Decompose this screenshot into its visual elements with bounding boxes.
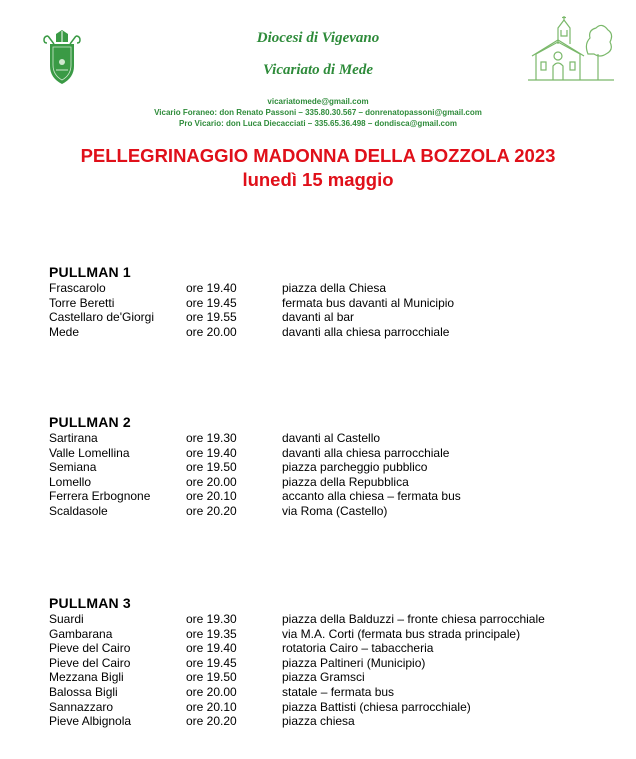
- pullman-title: PULLMAN 1: [49, 264, 131, 280]
- stop-location: fermata bus davanti al Municipio: [282, 295, 455, 310]
- pullman-2-section: [49, 413, 609, 519]
- document-title: PELLEGRINAGGIO MADONNA DELLA BOZZOLA 2023: [80, 145, 556, 166]
- vicariate-subtitle: Vicariato di Mede: [263, 62, 373, 78]
- stop-time: ore 19.55: [186, 310, 237, 325]
- table-row: [49, 670, 609, 685]
- table-row: [49, 281, 609, 296]
- stop-location: piazza della Balduzzi – fronte chiesa parrocchiale: [282, 612, 545, 626]
- table-row: [49, 296, 609, 311]
- table-row: [49, 310, 609, 325]
- stop-place: Valle Lomellina: [49, 445, 130, 460]
- stop-place: Sannazzaro: [49, 699, 114, 714]
- stop-time: ore 20.00: [186, 474, 237, 489]
- stop-place: Pieve del Cairo: [49, 641, 131, 656]
- stop-place: Sartirana: [49, 431, 98, 445]
- stop-location: via M.A. Corti (fermata bus strada principale): [282, 626, 521, 641]
- stop-location: rotatoria Cairo – tabaccheria: [282, 641, 434, 656]
- table-row: [49, 612, 609, 627]
- pro-vicario-contact: Pro Vicario: don Luca Diecacciati – 335.65.36.498 – dondisca@gmail.com: [179, 119, 457, 128]
- stop-time: ore 20.20: [186, 714, 237, 729]
- stop-location: piazza della Repubblica: [282, 474, 409, 489]
- stop-time: ore 19.45: [186, 295, 237, 310]
- stop-place: Scaldasole: [49, 503, 108, 518]
- stop-time: ore 20.10: [186, 489, 237, 504]
- table-row: [49, 656, 609, 671]
- stop-location: accanto alla chiesa – fermata bus: [282, 489, 461, 504]
- stop-time: ore 19.35: [186, 626, 237, 641]
- stop-place: Mezzana Bigli: [49, 670, 124, 685]
- stop-location: davanti alla chiesa parrocchiale: [282, 324, 450, 339]
- stop-location: davanti al bar: [282, 310, 355, 325]
- stop-place: Pieve del Cairo: [49, 655, 131, 670]
- stop-location: piazza della Chiesa: [282, 281, 387, 295]
- table-row: [49, 489, 609, 504]
- table-row: [49, 685, 609, 700]
- diocese-title: Diocesi di Vigevano: [256, 30, 380, 46]
- stop-time: ore 19.45: [186, 655, 237, 670]
- stop-location: piazza chiesa: [282, 714, 355, 729]
- stop-time: ore 19.40: [186, 641, 237, 656]
- table-row: [49, 431, 609, 446]
- table-row: [49, 460, 609, 475]
- table-row: [49, 714, 609, 729]
- vicario-foraneo-contact: Vicario Foraneo: don Renato Passoni – 335.80.30.567 – donrenatopassoni@gmail.com: [154, 108, 482, 117]
- stop-location: davanti al Castello: [282, 431, 381, 445]
- stop-place: Semiana: [49, 460, 97, 475]
- stop-time: ore 19.50: [186, 460, 237, 475]
- table-row: [49, 504, 609, 519]
- stop-location: statale – fermata bus: [282, 684, 395, 699]
- stop-time: ore 19.50: [186, 670, 237, 685]
- pullman-3-section: [49, 594, 609, 729]
- pullman-1-section: [49, 263, 609, 339]
- contact-email[interactable]: vicariatomede@gmail.com: [267, 97, 369, 106]
- stop-time: ore 19.40: [186, 445, 237, 460]
- stop-time: ore 20.10: [186, 699, 237, 714]
- stop-time: ore 20.00: [186, 324, 237, 339]
- table-row: [49, 446, 609, 461]
- stop-time: ore 19.40: [186, 281, 237, 295]
- stop-location: davanti alla chiesa parrocchiale: [282, 445, 450, 460]
- table-row: [49, 641, 609, 656]
- stop-time: ore 20.00: [186, 684, 237, 699]
- stop-location: piazza Battisti (chiesa parrocchiale): [282, 699, 471, 714]
- stop-location: piazza Paltineri (Municipio): [282, 655, 426, 670]
- stop-place: Ferrera Erbognone: [49, 489, 151, 504]
- pullman-title: PULLMAN 3: [49, 595, 131, 611]
- stop-place: Gambarana: [49, 626, 113, 641]
- stop-place: Pieve Albignola: [49, 714, 132, 729]
- stop-place: Torre Beretti: [49, 295, 115, 310]
- document-date: lunedì 15 maggio: [242, 169, 394, 190]
- stop-time: ore 19.30: [186, 431, 237, 445]
- stop-location: piazza parcheggio pubblico: [282, 460, 428, 475]
- stop-place: Castellaro de'Giorgi: [49, 310, 155, 325]
- stop-place: Mede: [49, 324, 80, 339]
- table-row: [49, 627, 609, 642]
- stop-time: ore 20.20: [186, 503, 237, 518]
- stop-place: Lomello: [49, 474, 92, 489]
- stop-place: Frascarolo: [49, 281, 106, 295]
- table-row: [49, 700, 609, 715]
- stop-place: Suardi: [49, 612, 84, 626]
- table-row: [49, 475, 609, 490]
- stop-location: piazza Gramsci: [282, 670, 365, 685]
- stop-location: via Roma (Castello): [282, 503, 388, 518]
- pullman-title: PULLMAN 2: [49, 414, 131, 430]
- stop-time: ore 19.30: [186, 612, 237, 626]
- table-row: [49, 325, 609, 340]
- stop-place: Balossa Bigli: [49, 684, 118, 699]
